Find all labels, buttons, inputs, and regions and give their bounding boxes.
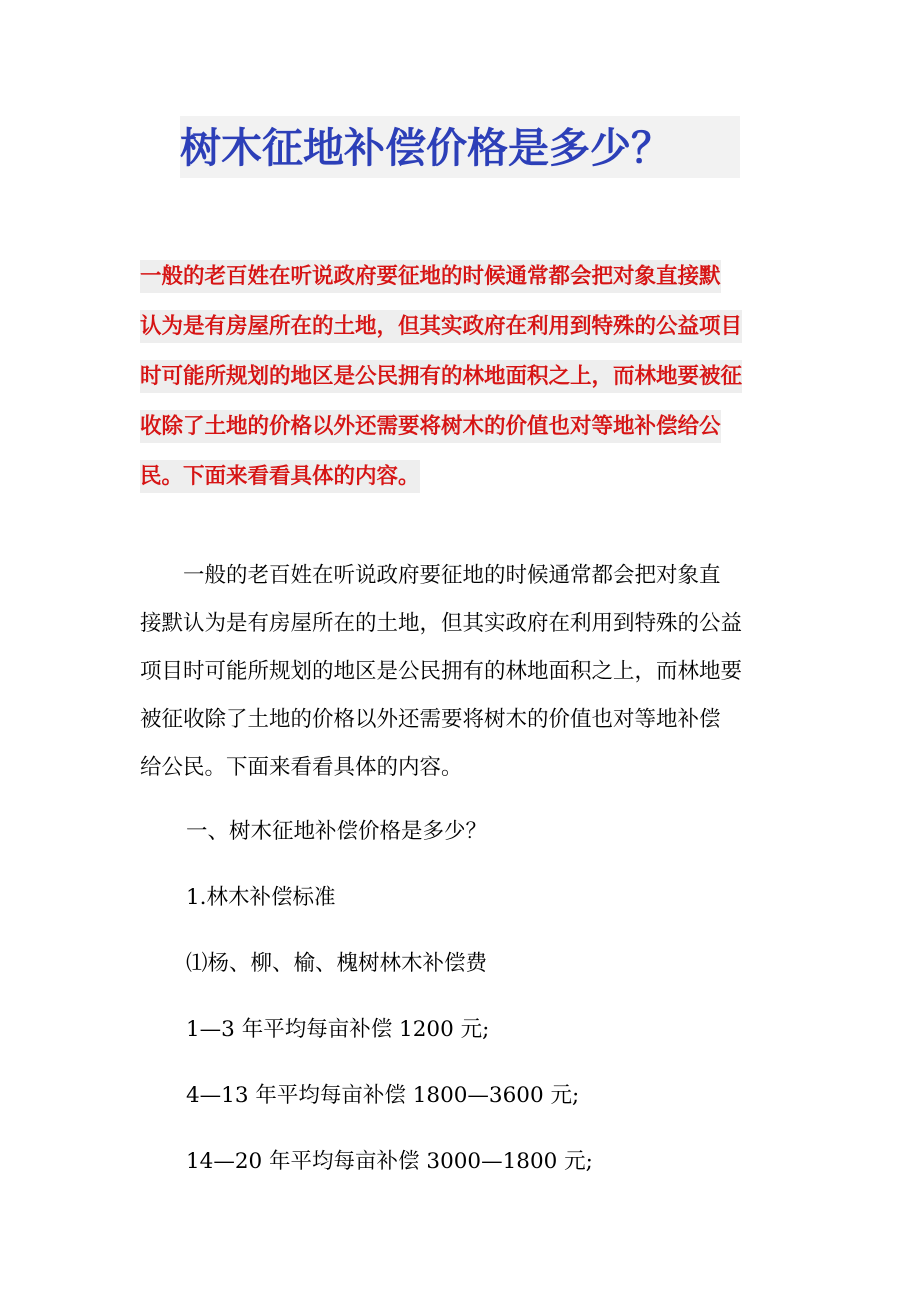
summary-paragraph <box>140 252 785 502</box>
body-paragraph <box>140 552 785 792</box>
rate-line: 4—13 年平均每亩补偿 1800—3600 元; <box>186 1083 580 1108</box>
subsubsection-heading: ⑴杨、柳、榆、槐树林木补偿费 <box>186 951 488 976</box>
body-line: 被征收除了土地的价格以外还需要将树木的价值也对等地补偿 <box>140 707 721 732</box>
summary-line: 认为是有房屋所在的土地，但其实政府在利用到特殊的公益项目 <box>140 302 785 352</box>
summary-line: 民。下面来看看具体的内容。 <box>140 452 785 502</box>
rate-line: 14—20 年平均每亩补偿 3000—1800 元; <box>186 1149 593 1174</box>
title-highlight <box>180 116 740 178</box>
body-line: 接默认为是有房屋所在的土地，但其实政府在利用到特殊的公益 <box>140 611 743 636</box>
page-title: 树木征地补偿价格是多少？ <box>180 124 672 172</box>
body-line: 项目时可能所规划的地区是公民拥有的林地面积之上，而林地要 <box>140 659 743 684</box>
section-heading: 一、树木征地补偿价格是多少？ <box>186 819 488 844</box>
summary-line: 时可能所规划的地区是公民拥有的林地面积之上，而林地要被征 <box>140 352 785 402</box>
body-line: 给公民。下面来看看具体的内容。 <box>140 755 463 780</box>
summary-line: 一般的老百姓在听说政府要征地的时候通常都会把对象直接默 <box>140 252 785 302</box>
subsection-heading: 1.林木补偿标准 <box>186 885 336 910</box>
body-line: 一般的老百姓在听说政府要征地的时候通常都会把对象直 <box>140 563 721 588</box>
rate-line: 1—3 年平均每亩补偿 1200 元; <box>186 1017 490 1042</box>
summary-line: 收除了土地的价格以外还需要将树木的价值也对等地补偿给公 <box>140 402 785 452</box>
